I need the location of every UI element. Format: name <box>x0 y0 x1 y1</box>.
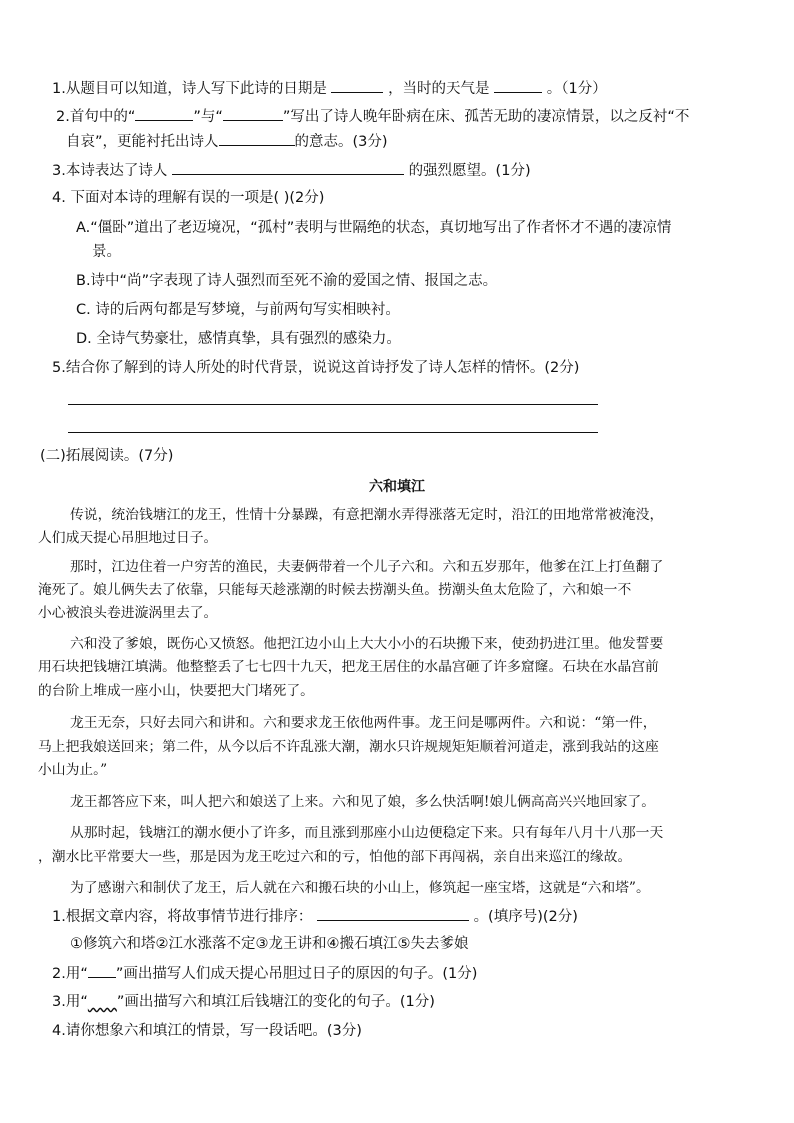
rq1-text-a: 1.根据文章内容，将故事情节进行排序： <box>52 909 313 925</box>
story-line: 小山为止。” <box>38 762 108 778</box>
story-line: ，潮水比平常要大一些，那是因为龙王吃过六和的亏，怕他的部下再闯祸，亲自出来巡江的缘故。 <box>38 849 632 865</box>
story-line: 龙王都答应下来，叫人把六和娘送了上来。六和见了娘，多么快活啊!娘儿俩高高兴兴地回家了。 <box>70 794 656 810</box>
q3-blank[interactable] <box>172 160 404 175</box>
story-line: 用石块把钱塘江填满。他整整丢了七七四十九天，把龙王居住的水晶宫砸了许多窟窿。石块在水晶宫前 <box>38 659 659 675</box>
story-line: 小心被浪头卷进漩涡里去了。 <box>38 605 218 621</box>
q2-text-e: 的意志。(3分) <box>294 134 388 150</box>
story-title: 六和填江 <box>369 479 425 495</box>
story-line: 淹死了。娘儿俩失去了依靠，只能每天趁涨潮的时候去捞潮头鱼。捞潮头鱼太危险了，六和娘一不 <box>38 582 632 598</box>
story-line: 的台阶上堆成一座小山，快要把大门堵死了。 <box>38 683 314 699</box>
wavy-underline-icon <box>88 994 117 1010</box>
option-b[interactable]: B.诗中“尚”字表现了诗人强烈而至死不渝的爱国之情、报国之志。 <box>76 273 498 289</box>
q1-blank-weather[interactable] <box>494 78 542 93</box>
question-3 <box>52 160 531 181</box>
option-d[interactable]: D. 全诗气势豪壮，感情真挚，具有强烈的感染力。 <box>76 331 401 347</box>
story-line: 从那时起，钱塘江的潮水便小了许多，而且涨到那座小山边便稳定下来。只有每年八月十八那一天 <box>70 825 664 841</box>
q2-text-a: 2.首句中的“ <box>56 109 136 125</box>
q2-blank-1[interactable] <box>135 106 193 121</box>
reading-question-1-items: ①修筑六和塔②江水涨落不定③龙王讲和④搬石填江⑤失去爹娘 <box>70 936 469 952</box>
rq3-text-b: ”画出描写六和填江后钱塘江的变化的句子。(1分) <box>116 994 435 1010</box>
straight-underline-icon <box>88 963 116 978</box>
question-1 <box>52 78 607 99</box>
q1-text-a: 1.从题目可以知道，诗人写下此诗的日期是 <box>52 81 327 97</box>
option-c[interactable]: C. 诗的后两句都是写梦境，与前两句写实相映衬。 <box>76 302 400 318</box>
q3-text-b: 的强烈愿望。(1分) <box>408 163 531 179</box>
reading-question-2 <box>52 963 477 984</box>
story-line: 马上把我娘送回来；第二件，从今以后不许乱涨大潮，潮水只许规规矩矩顺着河道走，涨到我站的这座 <box>38 739 659 755</box>
q2-blank-3[interactable] <box>219 131 295 146</box>
rq1-text-b: 。(填序号)(2分) <box>473 909 578 925</box>
question-4: 4. 下面对本诗的理解有误的一项是( )(2分) <box>52 190 325 206</box>
reading-question-3 <box>52 992 435 1012</box>
q3-text-a: 3.本诗表达了诗人 <box>52 163 168 179</box>
reading-question-4: 4.请你想象六和填江的情景，写一段话吧。(3分) <box>52 1023 362 1039</box>
story-line: 传说，统治钱塘江的龙王，性情十分暴躁，有意把潮水弄得涨落无定时，沿江的田地常常被淹没， <box>70 507 664 523</box>
story-line: 龙王无奈，只好去同六和讲和。六和要求龙王依他两件事。龙王问是哪两件。六和说：“第一件， <box>70 715 657 731</box>
q1-text-c: 。（1分） <box>546 81 607 97</box>
answer-line-1[interactable] <box>68 404 598 405</box>
rq2-text-b: ”画出描写人们成天提心吊胆过日子的原因的句子。(1分) <box>115 966 478 982</box>
answer-line-2[interactable] <box>68 432 598 433</box>
story-line: 那时，江边住着一户穷苦的渔民，夫妻俩带着一个儿子六和。六和五岁那年，他爹在江上打鱼翻了 <box>70 559 664 575</box>
story-line: 人们成天提心吊胆地过日子。 <box>38 530 218 546</box>
story-line: 六和没了爹娘，既伤心又愤怒。他把江边小山上大大小小的石块搬下来，使劲扔进江里。他发誓要 <box>70 636 664 652</box>
story-line: 为了感谢六和制伏了龙王，后人就在六和搬石块的小山上，修筑起一座宝塔，这就是“六和塔”。 <box>70 880 650 896</box>
rq2-text-a: 2.用“ <box>52 966 88 982</box>
q1-blank-date[interactable] <box>331 78 383 93</box>
option-a[interactable]: A.“僵卧”道出了老迈境况，“孤村”表明与世隔绝的状态，真切地写出了作者怀才不遇的凄凉情 <box>76 220 672 236</box>
q2-text-b: ”与“ <box>193 109 223 125</box>
section-2-heading: (二)拓展阅读。(7分) <box>40 448 174 464</box>
q2-text-d: 自哀”，更能衬托出诗人 <box>66 134 219 150</box>
q2-text-c: ”写出了诗人晚年卧病在床、孤苦无助的凄凉情景，以之反衬“不 <box>282 109 690 125</box>
question-2-line2 <box>66 131 388 152</box>
q1-text-b: ，当时的天气是 <box>388 81 490 97</box>
reading-question-1 <box>52 906 578 927</box>
rq1-blank[interactable] <box>317 906 469 921</box>
question-5: 5.结合你了解到的诗人所处的时代背景，说说这首诗抒发了诗人怎样的情怀。(2分) <box>52 360 580 376</box>
question-2-line1 <box>56 106 689 127</box>
rq3-text-a: 3.用“ <box>52 994 88 1010</box>
option-a-cont: 景。 <box>92 244 121 260</box>
q2-blank-2[interactable] <box>223 106 283 121</box>
